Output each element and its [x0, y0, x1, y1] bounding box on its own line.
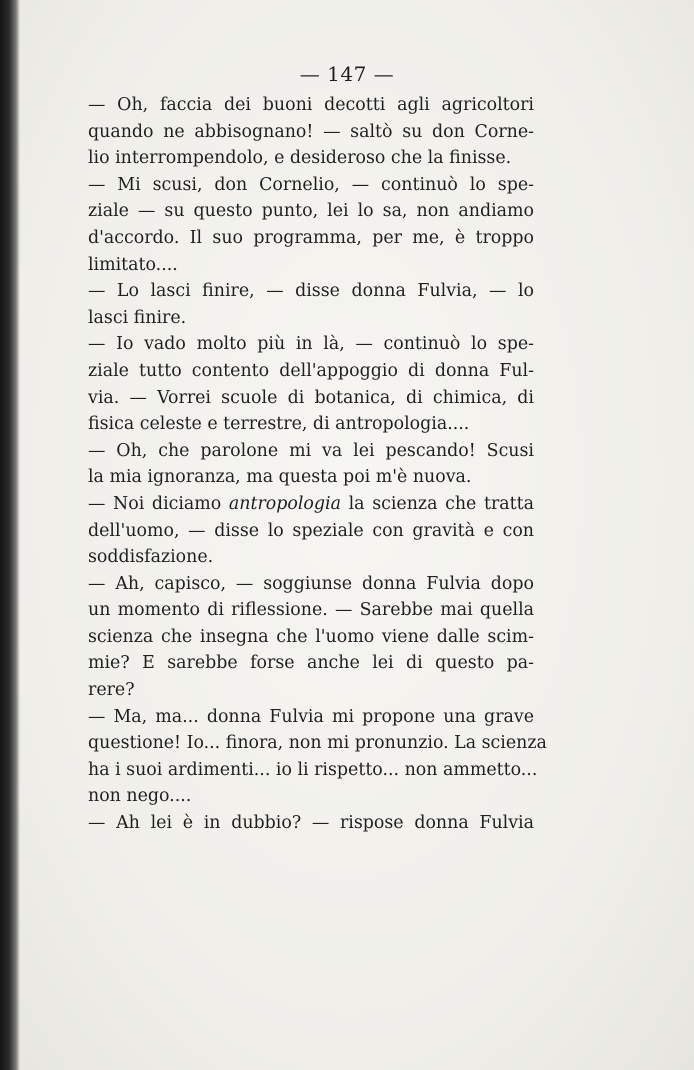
text-line: — Mi scusi, don Cornelio, — continuò lo spe-	[88, 174, 534, 195]
text-line: — Ah, capisco, — soggiunse donna Fulvia dopo	[88, 573, 534, 594]
paragraph	[88, 571, 534, 704]
text-line: questione! Io... finora, non mi pronunzio. La scienza	[88, 733, 547, 754]
text-line: lio interrompendolo, e desideroso che la finisse.	[88, 148, 512, 169]
text-line: quando ne abbisognano! — saltò su don Corne-	[88, 121, 534, 142]
paragraph	[88, 172, 534, 278]
text-line: ha i suoi ardimenti... io li rispetto... non ammetto...	[88, 759, 538, 780]
page-body-text	[88, 92, 547, 837]
text-line: ziale — su questo punto, lei lo sa, non andiamo	[88, 201, 534, 222]
text-segment: — Noi diciamo	[88, 493, 229, 514]
text-line: rere?	[88, 680, 135, 701]
page-number-header: — 147 —	[299, 62, 395, 86]
text-line: — Io vado molto più in là, — continuò lo spe-	[88, 334, 534, 355]
text-line: — Oh, faccia dei buoni decotti agli agricoltori	[88, 95, 534, 115]
text-line: scienza che insegna che l'uomo viene dalle scim-	[88, 626, 534, 647]
text-line: dell'uomo, — disse lo speziale con gravità e con	[88, 520, 534, 541]
text-line: — Ah lei è in dubbio? — rispose donna Fulvia	[88, 813, 534, 834]
paragraph	[88, 92, 534, 172]
paragraph	[88, 331, 534, 437]
page-binding-edge	[0, 0, 20, 1070]
paragraph	[88, 491, 534, 571]
text-line: un momento di riflessione. — Sarebbe mai quella	[88, 600, 534, 621]
text-line: limitato....	[88, 254, 178, 275]
text-line: soddisfazione.	[88, 547, 214, 568]
text-line: mie? E sarebbe forse anche lei di questo pa-	[88, 653, 534, 674]
text-line: la mia ignoranza, ma questa poi m'è nuova.	[88, 467, 472, 488]
text-line: fisica celeste e terrestre, di antropologia....	[88, 414, 470, 435]
text-line: non nego....	[88, 786, 192, 807]
italic-term: antropologia	[228, 493, 341, 514]
text-line: ziale tutto contento dell'appoggio di donna Ful-	[88, 360, 534, 381]
paragraph	[88, 278, 534, 331]
text-line	[88, 491, 534, 518]
text-line: d'accordo. Il suo programma, per me, è troppo	[88, 227, 534, 248]
paragraph	[88, 810, 534, 837]
text-line: — Lo lasci finire, — disse donna Fulvia, — lo	[88, 281, 534, 302]
paragraph	[88, 438, 534, 491]
paragraph	[88, 704, 547, 810]
text-line: — Ma, ma... donna Fulvia mi propone una grave	[88, 706, 534, 727]
text-line: via. — Vorrei scuole di botanica, di chimica, di	[88, 387, 534, 408]
text-segment: la scienza che tratta	[340, 493, 534, 514]
text-line: — Oh, che parolone mi va lei pescando! Scusi	[88, 440, 534, 461]
text-line: lasci finire.	[88, 307, 187, 328]
